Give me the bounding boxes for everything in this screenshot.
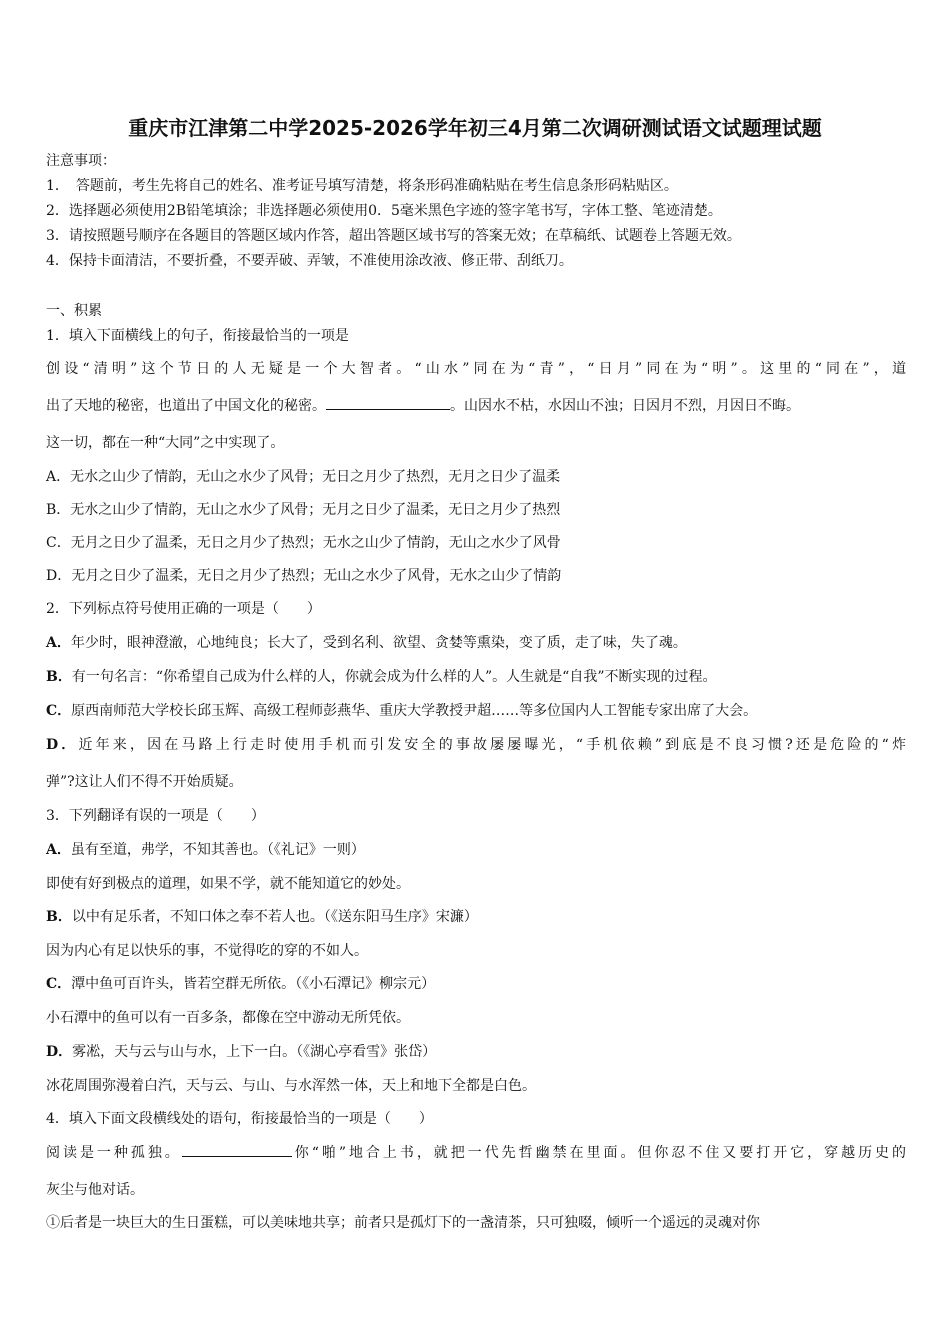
option-label: B． bbox=[46, 669, 72, 685]
option-d bbox=[46, 1043, 906, 1061]
option-b: B．无水之山少了情韵，无山之水少了风骨；无月之日少了温柔，无日之月少了热烈 bbox=[46, 502, 561, 518]
question-4-passage bbox=[46, 1144, 906, 1162]
option-text: 潭中鱼可百许头，皆若空群无所依。（《小石潭记》柳宗元） bbox=[71, 976, 436, 992]
question-1-passage-line2 bbox=[46, 397, 906, 415]
question-1-passage: 创设“清明”这个节日的人无疑是一个大智者。“山水”同在为“青”，“日月”同在为“明”。这里的“同在”，道 bbox=[46, 361, 906, 377]
option-text: 以中有足乐者，不知口体之奉不若人也。（《送东阳马生序》宋濂） bbox=[71, 909, 478, 925]
option-label: B． bbox=[46, 909, 72, 925]
option-d bbox=[46, 736, 906, 754]
option-a bbox=[46, 634, 906, 652]
option-text: 虽有至道，弗学，不知其善也。（《礼记》一则） bbox=[70, 842, 365, 858]
question-4-passage-line2: 灰尘与他对话。 bbox=[46, 1182, 144, 1198]
notice-item: 1． 答题前，考生先将自己的姓名、准考证号填写清楚，将条形码准确粘贴在考生信息条形码粘贴区。 bbox=[46, 178, 678, 194]
option-b bbox=[46, 668, 906, 686]
option-label: D． bbox=[46, 1044, 73, 1060]
option-label: C． bbox=[46, 976, 72, 992]
page-title: 重庆市江津第二中学2025-2026学年初三4月第二次调研测试语文试题理试题 bbox=[128, 116, 822, 140]
option-text: 年少时，眼神澄澈，心地纯良；长大了，受到名利、欲望、贪婪等熏染，变了质，走了味，失了魂。 bbox=[70, 635, 687, 651]
option-b-translation: 因为内心有足以快乐的事，不觉得吃的穿的不如人。 bbox=[46, 943, 368, 959]
section-heading: 一、积累 bbox=[46, 303, 102, 319]
option-c-translation: 小石潭中的鱼可以有一百多条，都像在空中游动无所凭依。 bbox=[46, 1010, 410, 1026]
notice-item: 3．请按照题号顺序在各题目的答题区域内作答，超出答题区域书写的答案无效；在草稿纸、试题卷上答题无效。 bbox=[46, 228, 741, 244]
option-c bbox=[46, 702, 906, 720]
fill-blank[interactable] bbox=[182, 1144, 292, 1157]
option-text: 雾凇，天与云与山与水，上下一白。（《湖心亭看雪》张岱） bbox=[72, 1044, 437, 1060]
question-1-passage-line3: 这一切，都在一种“大同”之中实现了。 bbox=[46, 435, 285, 451]
option-label: A． bbox=[46, 842, 71, 858]
passage-text: 阅读是一种孤独。 bbox=[46, 1145, 182, 1161]
option-b bbox=[46, 908, 906, 926]
option-text: 近年来，因在马路上行走时使用手机而引发安全的事故屡屡曝光，“手机依赖”到底是不良习惯?还是危险的“炸 bbox=[78, 737, 906, 753]
question-4-option-1: ①后者是一块巨大的生日蛋糕，可以美味地共享；前者只是孤灯下的一盏清茶，只可独啜，倾听一个遥远的灵魂对你 bbox=[46, 1215, 760, 1231]
option-d-translation: 冰花周围弥漫着白汽，天与云、与山、与水浑然一体，天上和地下全都是白色。 bbox=[46, 1078, 536, 1094]
question-4-stem: 4．填入下面文段横线处的语句，衔接最恰当的一项是（ ） bbox=[46, 1111, 433, 1127]
passage-text: 出了天地的秘密，也道出了中国文化的秘密。 bbox=[46, 398, 326, 414]
option-label: A． bbox=[46, 635, 71, 651]
question-2-stem: 2．下列标点符号使用正确的一项是（ ） bbox=[46, 601, 321, 617]
option-text: 有一句名言：“你希望自己成为什么样的人，你就会成为什么样的人”。人生就是“自我”不断实现的过程。 bbox=[71, 669, 717, 685]
passage-text: 你“啪”地合上书，就把一代先哲幽禁在里面。但你忍不住又要打开它，穿越历史的 bbox=[291, 1145, 907, 1161]
notice-item: 4．保持卡面清洁，不要折叠，不要弄破、弄皱，不准使用涂改液、修正带、刮纸刀。 bbox=[46, 253, 573, 269]
notice-item: 2．选择题必须使用2B铅笔填涂；非选择题必须使用0．5毫米黑色字迹的签字笔书写，字体工整、笔迹清楚。 bbox=[46, 203, 722, 219]
option-d-continued: 弹”?这让人们不得不开始质疑。 bbox=[46, 774, 243, 790]
option-label: D． bbox=[46, 737, 79, 753]
option-d: D．无月之日少了温柔，无日之月少了热烈；无山之水少了风骨，无水之山少了情韵 bbox=[46, 568, 562, 584]
option-c: C．无月之日少了温柔，无日之月少了热烈；无水之山少了情韵，无山之水少了风骨 bbox=[46, 535, 561, 551]
question-3-stem: 3．下列翻译有误的一项是（ ） bbox=[46, 808, 265, 824]
option-a bbox=[46, 841, 906, 859]
option-a: A．无水之山少了情韵，无山之水少了风骨；无日之月少了热烈，无月之日少了温柔 bbox=[46, 469, 561, 485]
fill-blank[interactable] bbox=[326, 397, 450, 410]
passage-text: 。山因水不枯，水因山不浊；日因月不烈，月因日不晦。 bbox=[450, 398, 800, 414]
question-1-stem: 1．填入下面横线上的句子，衔接最恰当的一项是 bbox=[46, 328, 349, 344]
notice-heading: 注意事项： bbox=[46, 153, 116, 169]
option-text: 原西南师范大学校长邱玉辉、高级工程师彭燕华、重庆大学教授尹超……等多位国内人工智能专家出席了大会。 bbox=[71, 703, 758, 719]
option-label: C． bbox=[46, 703, 72, 719]
option-a-translation: 即使有好到极点的道理，如果不学，就不能知道它的妙处。 bbox=[46, 876, 410, 892]
option-c bbox=[46, 975, 906, 993]
